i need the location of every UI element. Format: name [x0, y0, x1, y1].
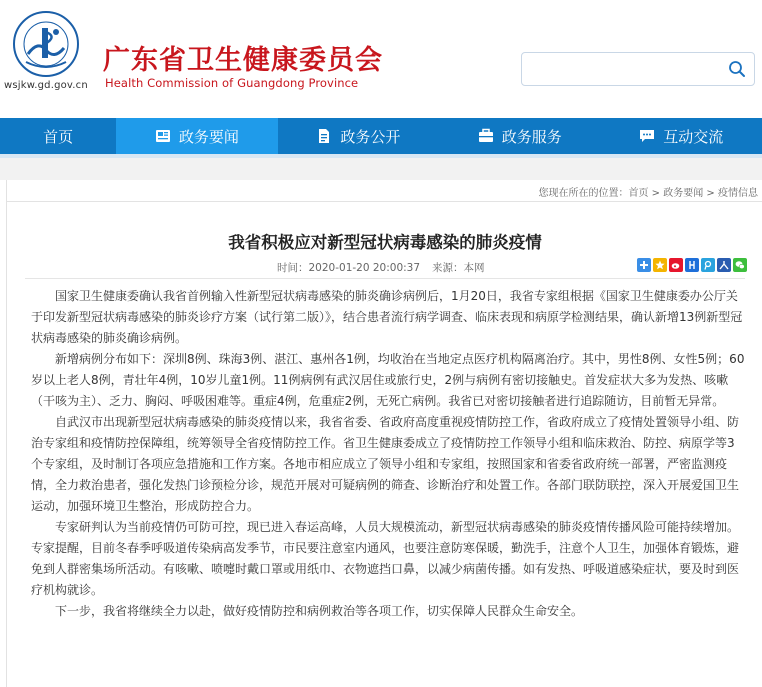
search-input[interactable]	[522, 53, 720, 85]
article-paragraph: 专家研判认为当前疫情仍可防可控，现已进入春运高峰，人员大规模流动，新型冠状病毒感染的肺炎疫情传播风险可能持续增加。专家提醒，目前冬春季呼吸道传染病高发季节，市民要注意室内通风，也要注意防寒保暖，勤洗手，注意个人卫生，加强体育锻炼，避免到人群密集场所活动。有咳嗽、喷嚏时戴口罩或用纸巾、衣物遮挡口鼻，以减少病菌传播。如有发热、呼吸道感染症状，要及时到医疗机构就诊。	[31, 520, 740, 597]
commission-logo[interactable]	[12, 10, 80, 78]
breadcrumb-separator: >	[648, 188, 664, 199]
chat-icon	[639, 128, 655, 144]
nav-item-interact[interactable]	[601, 118, 762, 154]
search-icon[interactable]	[720, 53, 754, 85]
share-toolbar	[637, 258, 747, 272]
breadcrumb-epidemic[interactable]: 疫情信息	[718, 188, 758, 199]
nav-item-label: 首页	[43, 127, 74, 146]
content-gap	[0, 158, 762, 180]
tencent-weibo-icon[interactable]	[701, 258, 715, 272]
time-label: 时间：	[277, 262, 309, 274]
document-icon	[316, 128, 332, 144]
qzone-icon[interactable]	[653, 258, 667, 272]
breadcrumb-news[interactable]: 政务要闻	[663, 188, 704, 199]
site-header	[0, 0, 762, 118]
source-label: 来源：	[432, 262, 464, 274]
article-paragraph: 下一步，我省将继续全力以赴，做好疫情防控和病例救治等各项工作，切实保障人民群众生命安全。	[55, 604, 584, 618]
meta-divider	[25, 278, 745, 279]
article-panel	[6, 180, 762, 687]
breadcrumb-home[interactable]: 首页	[628, 188, 649, 199]
nav-item-label: 互动交流	[663, 127, 724, 146]
article-body	[31, 286, 745, 622]
nav-item-news[interactable]	[116, 118, 277, 154]
wechat-icon[interactable]	[733, 258, 747, 272]
article-paragraph: 自武汉市出现新型冠状病毒感染的肺炎疫情以来，我省省委、省政府高度重视疫情防控工作，省政府成立了疫情处置领导小组、防治专家组和疫情防控保障组，统筹领导全省疫情防控工作。省卫生健康委成立了疫情防控工作领导小组和临床救治、防控、病原学等3个专家组，及时制订各项应急措施和工作方案。各地市相应成立了领导小组和专家组，按照国家和省委省政府统一部署，严密监测疫情，全力救治患者，强化发热门诊预检分诊，规范开展对可疑病例的筛查、诊断治疗和处置工作。各部门联防联控，深入开展爱国卫生运动，加强环境卫生整治，形成防控合力。	[31, 415, 740, 513]
breadcrumb-divider	[7, 201, 762, 202]
main-nav	[0, 118, 762, 154]
site-domain: wsjkw.gd.gov.cn	[4, 80, 88, 91]
nav-item-service[interactable]	[439, 118, 600, 154]
article-paragraph: 国家卫生健康委确认我省首例输入性新型冠状病毒感染的肺炎确诊病例后，1月20日，我省专家组根据《国家卫生健康委办公厅关于印发新型冠状病毒感染的肺炎诊疗方案（试行第二版）》，结合患者流行病学调查、临床表现和病原学检测结果，确认新增13例新型冠状病毒感染的肺炎确诊病例。	[31, 289, 743, 345]
article-meta	[277, 260, 485, 275]
renren-icon[interactable]	[685, 258, 699, 272]
breadcrumb-prefix: 您现在所在的位置：	[538, 188, 629, 199]
people-icon[interactable]	[717, 258, 731, 272]
news-icon	[155, 128, 171, 144]
site-subtitle: Health Commission of Guangdong Province	[105, 76, 359, 90]
nav-item-label: 政务服务	[501, 127, 562, 146]
weibo-icon[interactable]	[669, 258, 683, 272]
site-title[interactable]: 广东省卫生健康委员会	[103, 45, 383, 76]
service-icon	[478, 128, 494, 144]
nav-item-home[interactable]	[0, 118, 116, 154]
nav-item-label: 政务要闻	[178, 127, 239, 146]
nav-item-public[interactable]	[278, 118, 439, 154]
search-box	[521, 52, 755, 86]
article-source: 本网	[463, 262, 485, 274]
article-paragraph: 新增病例分布如下：深圳8例、珠海3例、湛江、惠州各1例，均收治在当地定点医疗机构隔离治疗。其中，男性8例、女性5例；60岁以上老人8例，青壮年4例，10岁儿童1例。11例病例有武汉居住或旅行史，2例与病例有密切接触史。首发症状大多为发热、咳嗽（干咳为主）、乏力、胸闷、呼吸困难等。重症4例，危重症2例，无死亡病例。我省已对密切接触者进行追踪随访，目前暂无异常。	[31, 352, 745, 408]
article-title: 我省积极应对新型冠状病毒感染的肺炎疫情	[228, 233, 542, 252]
share-plus-icon[interactable]	[637, 258, 651, 272]
publish-time: 2020-01-20 20:00:37	[308, 262, 421, 274]
nav-item-label: 政务公开	[340, 127, 401, 146]
breadcrumb-separator: >	[703, 188, 718, 199]
breadcrumb	[539, 184, 759, 199]
logo-emblem-icon	[12, 10, 80, 78]
